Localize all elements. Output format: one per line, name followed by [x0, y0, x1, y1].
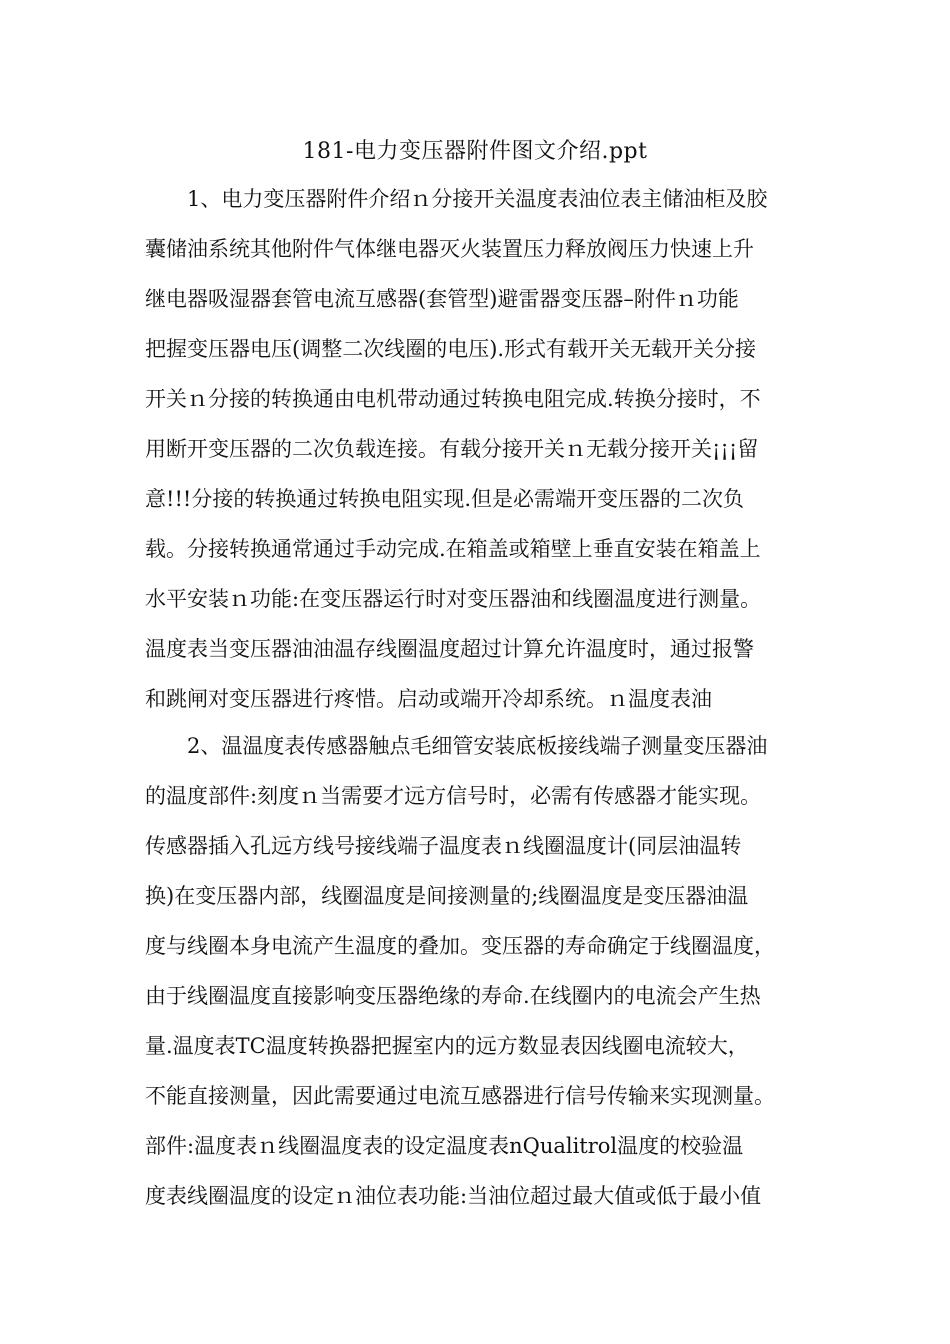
text-line: 继电器吸湿器套管电流互感器(套管型)避雷器变压器–附件ｎ功能 — [145, 287, 739, 311]
text-line: 载。分接转换通常通过手动完成.在箱盖或箱壁上垂直安装在箱盖上 — [145, 537, 761, 561]
text-line: 量.温度表TC温度转换器把握室内的远方数显表因线圈电流较大， — [145, 1034, 749, 1058]
paragraph-1 — [145, 174, 825, 724]
text-line: 和跳闸对变压器进行疼惜。启动或端开冷却系统。ｎ温度表油 — [145, 687, 712, 711]
text-line: 传感器插入孔远方线号接线端子温度表ｎ线圈温度计(同层油温转 — [145, 834, 742, 858]
text-line: 用断开变压器的二次负载连接。有载分接开关ｎ无载分接开关¡¡¡留 — [145, 437, 759, 461]
text-line: 把握变压器电压(调整二次线圈的电压).形式有载开关无载开关分接 — [145, 337, 757, 361]
text-line: 水平安装ｎ功能:在变压器运行时对变压器油和线圈温度进行测量。 — [145, 587, 762, 611]
text-line: 不能直接测量，因此需要通过电流互感器进行信号传输来实现测量。 — [145, 1084, 775, 1108]
text-line: 部件:温度表ｎ线圈温度表的设定温度表nQualitrol温度的校验温 — [145, 1134, 744, 1158]
text-line: 意!!!分接的转换通过转换电阻实现.但是必需端开变压器的二次负 — [145, 487, 744, 511]
document-title: 181-电力变压器附件图文介绍.ppt — [302, 139, 648, 164]
text-line: 度与线圈本身电流产生温度的叠加。变压器的寿命确定于线圈温度， — [145, 934, 775, 958]
text-line: 温度表当变压器油油温存线圈温度超过计算允许温度时，通过报警 — [145, 637, 754, 661]
text-line: 开关ｎ分接的转换通由电机带动通过转换电阻完成.转换分接时，不 — [145, 387, 761, 411]
text-line: 囊储油系统其他附件气体继电器灭火装置压力释放阀压力快速上升 — [145, 237, 754, 261]
text-line: 由于线圈温度直接影响变压器绝缘的寿命.在线圈内的电流会产生热 — [145, 984, 761, 1008]
text-line: 换)在变压器内部，线圈温度是间接测量的;线圈温度是变压器油温 — [145, 884, 749, 908]
text-line: 1、电力变压器附件介绍ｎ分接开关温度表油位表主储油柜及胶 — [187, 187, 768, 211]
paragraph-2 — [145, 721, 825, 1221]
text-line: 度表线圈温度的设定ｎ油位表功能:当油位超过最大值或低于最小值 — [145, 1184, 762, 1208]
text-line: 2、温温度表传感器触点毛细管安装底板接线端子测量变压器油 — [187, 734, 768, 758]
text-line: 的温度部件:刻度ｎ当需要才远方信号时，必需有传感器才能实现。 — [145, 784, 762, 808]
